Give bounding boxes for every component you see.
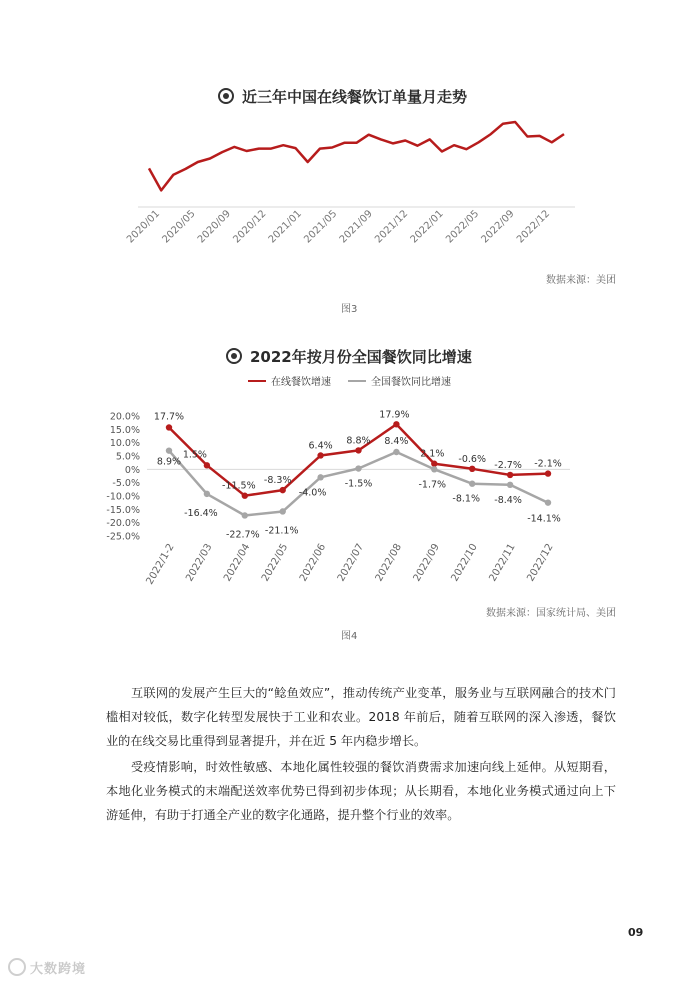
chart2-y-tick-label: 15.0% [109, 424, 140, 436]
chart1-tick-label: 2021/05 [302, 208, 340, 246]
chart2-x-tick-label: 2022/12 [525, 542, 556, 584]
chart2-y-tick-label: 5.0% [115, 451, 140, 463]
chart2-data-label: -16.4% [184, 507, 218, 519]
chart2-point-0-9 [507, 472, 513, 478]
chart2-y-tick-label: 10.0% [109, 438, 140, 450]
chart2-point-1-5 [355, 465, 361, 471]
chart1-tick-label: 2020/01 [124, 208, 163, 246]
chart1-title: 近三年中国在线餐饮订单量月走势 [242, 88, 468, 106]
chart2-data-label: -2.1% [534, 458, 562, 470]
chart1-tick-label: 2020/05 [160, 208, 198, 246]
target-icon [226, 348, 242, 364]
chart2-y-tick-label: -15.0% [106, 504, 140, 516]
chart2-point-1-9 [507, 482, 513, 488]
chart2-x-tick-label: 2022/1-2 [144, 542, 177, 587]
legend-online-label: 在线餐饮增速 [271, 377, 331, 388]
chart2 [0, 395, 698, 595]
watermark-icon [8, 958, 26, 976]
legend-online [248, 373, 331, 388]
chart2-x-tick-label: 2022/07 [335, 542, 367, 584]
legend-national-label: 全国餐饮同比增速 [371, 377, 451, 388]
watermark [8, 958, 86, 977]
chart2-point-0-1 [204, 462, 210, 468]
chart2-point-0-3 [280, 487, 286, 493]
chart2-point-0-6 [393, 421, 399, 427]
chart1-tick-label: 2022/12 [514, 208, 553, 246]
chart2-y-tick-label: 0% [124, 464, 140, 476]
chart2-title: 2022年按月份全国餐饮同比增速 [250, 348, 472, 366]
watermark-text: 大数跨境 [30, 962, 87, 977]
chart2-x-tick-label: 2022/08 [373, 542, 404, 584]
paragraph-2: 受疫情影响，时效性敏感、本地化属性较强的餐饮消费需求加速向线上延伸。从短期看，本地化业务模式的末端配送效率优势已得到初步体现；从长期看，本地化业务模式通过向上下游延伸，有助于打通全产业的数字化通路，提升整个行业的效率。 [106, 760, 616, 822]
chart2-data-label: -1.7% [418, 479, 447, 491]
chart2-data-label: 1.5% [182, 449, 207, 461]
chart2-data-label: 8.9% [156, 456, 182, 468]
chart1-tick-label: 2021/12 [373, 208, 411, 246]
chart2-data-label: 8.4% [384, 436, 409, 447]
chart2-x-tick-label: 2022/10 [449, 542, 480, 584]
chart2-data-label: 17.7% [153, 411, 185, 423]
chart1-tick-label: 2022/09 [479, 208, 517, 246]
chart2-y-tick-label: -20.0% [106, 518, 140, 530]
chart2-point-1-2 [242, 512, 248, 518]
chart1 [0, 0, 698, 290]
chart2-y-tick-label: -10.0% [106, 491, 140, 503]
chart2-point-0-2 [242, 493, 248, 499]
chart2-point-1-10 [545, 499, 551, 505]
legend-national [348, 373, 451, 388]
chart2-point-1-6 [393, 449, 399, 455]
chart2-data-label: -4.0% [298, 487, 327, 499]
chart2-y-tick-label: -5.0% [112, 478, 140, 490]
chart2-data-label: -1.5% [344, 478, 373, 490]
chart1-source: 数据来源：美团 [546, 275, 616, 286]
chart2-data-label: -14.1% [527, 513, 561, 525]
chart2-point-0-7 [431, 461, 437, 467]
chart2-x-tick-label: 2022/04 [222, 542, 253, 584]
chart2-source: 数据来源：国家统计局、美团 [486, 608, 616, 619]
paragraph-1: 互联网的发展产生巨大的“鲶鱼效应”，推动传统产业变革，服务业与互联网融合的技术门槛相对较低，数字化转型发展快于工业和农业。2018 年前后，随着互联网的深入渗透，餐饮业的在线交易比重得到显著提升，并在近 5 年内稳步增长。 [106, 686, 616, 748]
chart2-point-0-4 [317, 452, 323, 458]
chart2-point-1-4 [317, 474, 323, 480]
chart2-data-label: -8.1% [452, 493, 480, 505]
chart2-y-tick-label: -25.0% [106, 531, 140, 543]
chart1-tick-label: 2021/01 [266, 208, 304, 246]
chart1-caption: 图3 [341, 304, 358, 315]
chart2-caption: 图4 [341, 631, 358, 642]
chart2-data-label: 17.9% [379, 409, 410, 421]
chart2-x-tick-label: 2022/03 [184, 542, 215, 584]
legend-national-swatch [348, 380, 366, 382]
chart1-tick-label: 2021/09 [337, 208, 375, 246]
chart2-data-label: 6.4% [308, 440, 333, 452]
chart1-tick-label: 2022/01 [408, 208, 446, 246]
chart2-x-tick-label: 2022/09 [411, 542, 442, 584]
chart2-point-0-0 [166, 424, 172, 430]
chart2-point-0-5 [355, 447, 361, 453]
chart2-data-label: -8.4% [494, 494, 522, 506]
chart2-y-tick-label: 20.0% [109, 411, 140, 423]
page-number: 09 [628, 926, 644, 939]
chart2-data-label: 8.8% [346, 435, 371, 447]
chart2-point-1-1 [204, 491, 210, 497]
chart2-point-1-3 [280, 508, 286, 514]
chart2-data-label: -2.7% [494, 459, 522, 471]
chart2-data-label: -21.1% [264, 525, 299, 537]
chart2-data-label: 2.1% [420, 448, 445, 460]
chart2-point-1-8 [469, 481, 475, 487]
legend-online-swatch [248, 380, 266, 382]
chart2-x-tick-label: 2022/05 [259, 542, 291, 584]
chart2-point-0-10 [545, 470, 551, 476]
chart2-point-0-8 [469, 466, 475, 472]
chart2-data-label: -0.6% [458, 453, 486, 465]
chart1-tick-label: 2020/12 [231, 208, 269, 246]
chart1-tick-label: 2020/09 [195, 208, 234, 246]
chart1-series-line [149, 122, 564, 190]
chart2-x-tick-label: 2022/06 [297, 542, 329, 584]
chart2-data-label: -22.7% [225, 529, 260, 541]
chart2-point-1-0 [166, 447, 172, 453]
chart2-data-label: -11.5% [221, 480, 256, 492]
chart2-title-wrap [226, 346, 472, 367]
chart2-data-label: -8.3% [263, 475, 292, 487]
chart2-point-1-7 [431, 466, 437, 472]
chart2-x-tick-label: 2022/11 [487, 542, 518, 584]
chart1-tick-label: 2022/05 [444, 208, 482, 246]
